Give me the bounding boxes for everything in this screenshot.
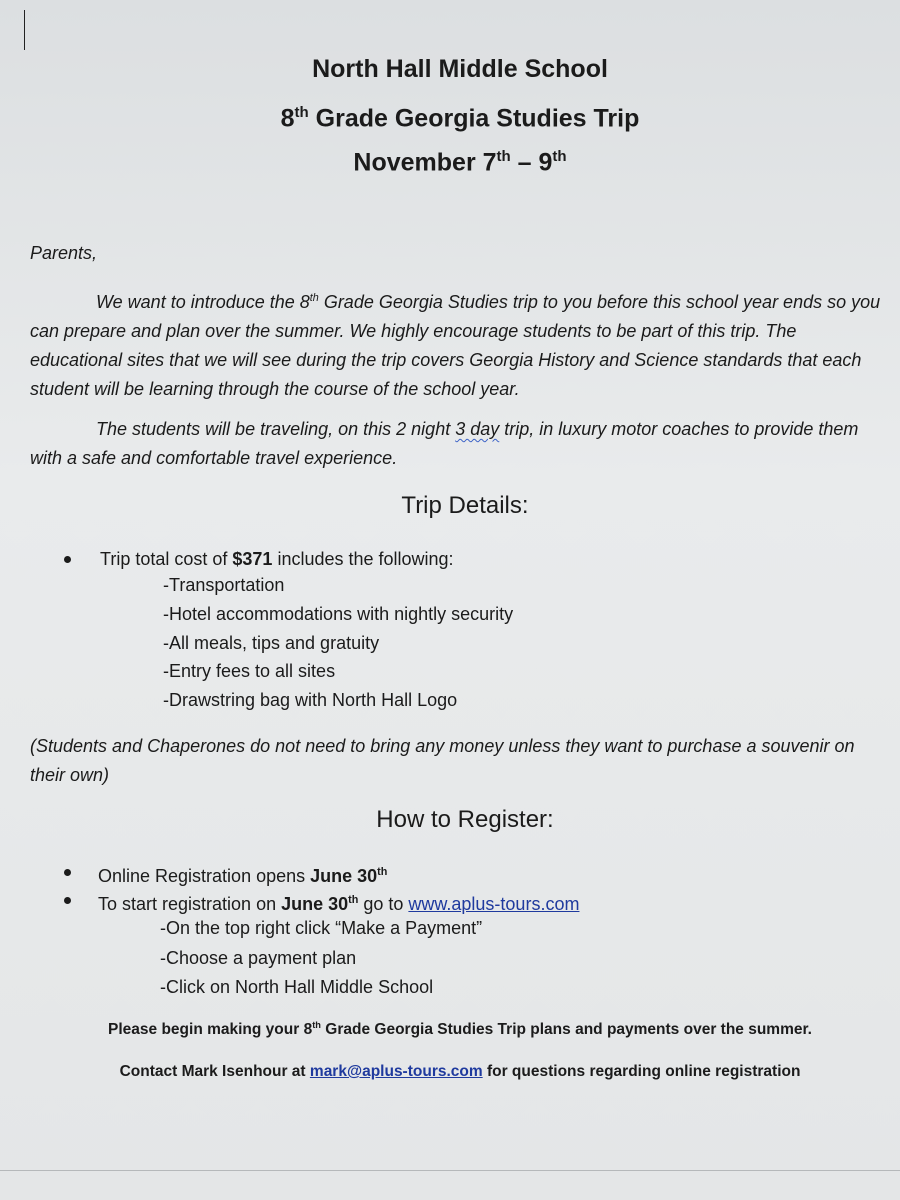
trip-title: 8th Grade Georgia Studies Trip [280, 104, 640, 133]
salutation: Parents, [30, 243, 98, 263]
aplus-tours-link[interactable]: www.aplus-tours.com [408, 894, 580, 914]
closing-line: Please begin making your 8th Grade Georgia Studies Trip plans and payments over the summer. [108, 1020, 812, 1039]
intro-paragraph: We want to introduce the 8th Grade Georgia Studies trip to you before this school year ends so you can prepare and plan over the summer. We highly encourage students to be part of this trip. The educational sites that we will see during the trip covers Georgia History and Science standards that each student will be learning through the course of the school year. [30, 292, 881, 399]
bullet-icon [64, 869, 71, 876]
travel-paragraph: The students will be traveling, on this 2 night 3 day trip, in luxury motor coaches to provide them with a safe and comfortable travel experience. [30, 419, 859, 468]
registration-open-bullet: Online Registration opens June 30th [98, 866, 388, 886]
contact-line: Contact Mark Isenhour at mark@aplus-tours.com for questions regarding online registration [119, 1063, 801, 1080]
contact-email-link[interactable]: mark@aplus-tours.com [309, 1063, 483, 1080]
registration-start-bullet: To start registration on June 30th go to www.aplus-tours.com [98, 894, 580, 914]
cost-bullet: Trip total cost of $371 includes the following: [100, 549, 454, 569]
register-heading: How to Register: [376, 806, 554, 833]
included-item: -Transportation [163, 575, 285, 595]
included-item: -Entry fees to all sites [163, 661, 336, 681]
spellcheck-word: 3 day [455, 419, 500, 439]
money-note: (Students and Chaperones do not need to bring any money unless they want to purchase a souvenir on their own) [30, 736, 855, 785]
register-step: -On the top right click “Make a Payment” [160, 918, 483, 938]
included-item: -Hotel accommodations with nightly security [163, 604, 514, 624]
trip-dates: November 7th – 9th [353, 148, 567, 177]
bullet-icon [64, 556, 71, 563]
register-step: -Click on North Hall Middle School [160, 977, 434, 997]
school-title: North Hall Middle School [312, 55, 608, 83]
page-edge [0, 1170, 900, 1171]
included-item: -Drawstring bag with North Hall Logo [163, 690, 458, 710]
text-cursor [24, 10, 25, 50]
trip-details-heading: Trip Details: [401, 492, 529, 519]
register-step: -Choose a payment plan [160, 948, 357, 968]
included-item: -All meals, tips and gratuity [163, 633, 380, 653]
bullet-icon [64, 897, 71, 904]
